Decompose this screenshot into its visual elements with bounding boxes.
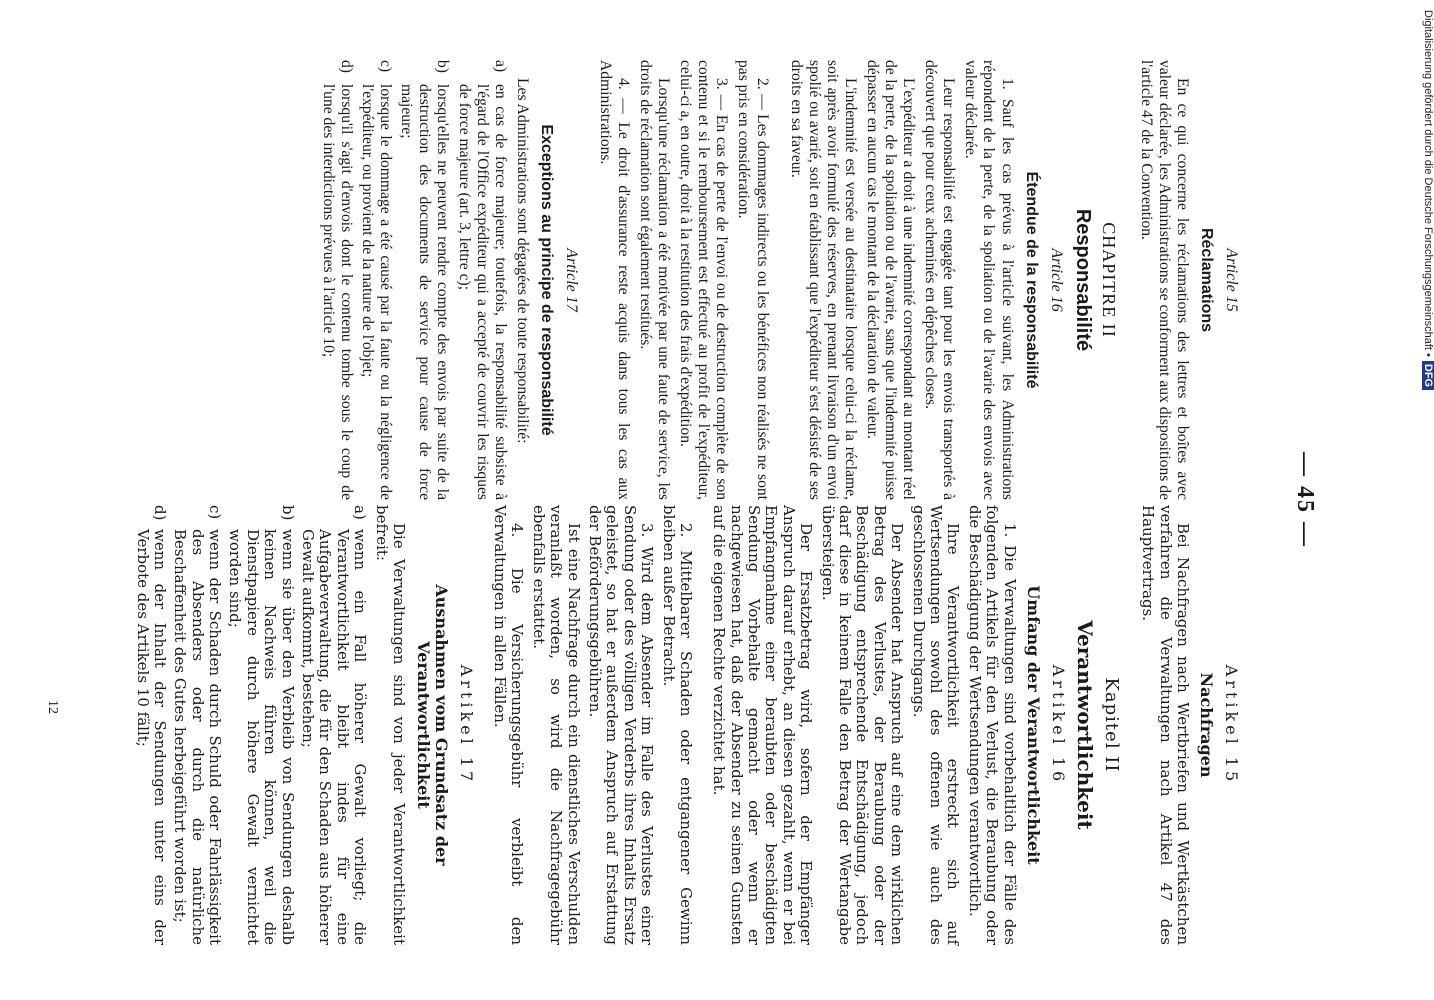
item-text: wenn der Schaden durch Schuld oder Fahrlässigkeit des Absenders oder durch die natürliche Beschaffenheit des Gutes herbeigeführt worden ist;: [171, 529, 225, 945]
artikel-16-heading: Artikel 16: [1048, 664, 1068, 786]
paragraph: Leur responsabilité est engagée tant pour les envois transportés à découvert que pour ceux acheminés en dépêches closes.: [922, 60, 958, 500]
paragraph: 1. Sauf les cas prévus à l'article suivant, les Administrations répondent de la perte, de la spoliation ou de l'avarie des envois avec valeur déclarée.: [962, 60, 1016, 500]
french-column: [316, 60, 1240, 500]
paragraph: Lorsqu'une réclamation a été motivée par une faute de service, les droits de réclamation sont également restitués.: [637, 60, 673, 500]
artikel-17-subtitle: Ausnahmen vom Grundsatz der Verantwortlichkeit: [413, 584, 452, 866]
page-footer-number: 12: [45, 700, 60, 714]
item-key: d): [338, 60, 356, 73]
paragraph: Der Absender hat Anspruch auf eine dem wirklichen Betrag des Verlustes, der Beraubung oder der Beschädigung entsprechende Entschädigung, jedoch darf diese in keinem Falle den Betrag der Wertangabe übersteigen.: [818, 505, 907, 945]
article-17-subtitle: Exceptions au principe de responsabilité: [538, 124, 556, 436]
dfg-logo: DFG: [1422, 361, 1434, 390]
list-item: [358, 60, 394, 500]
paragraph: Der Ersatzbetrag wird, sofern der Empfänger Anspruch darauf erhebt, an diesen gezahlt, wenn er bei Empfangnahme einer beraubten oder beschädigten Sendung Vorbehalte gemacht oder wenn er nachgewiesen hat, daß der Absender zu seinen Gunsten auf die eigenen Rechte verzichtet hat.: [710, 505, 816, 945]
paragraph: 3. Wird dem Absender im Falle des Verlustes einer Sendung oder des völligen Verderbs ihres Inhalts Ersatz geleistet, so hat er außerdem Anspruch auf Erstattung der Beförderungsgebühren.: [585, 505, 657, 945]
article-15-subtitle: Réclamations: [1198, 227, 1216, 333]
paragraph: 2. — Les dommages indirects ou les bénéfices non réalisés ne sont pas pris en considération.: [735, 60, 771, 500]
list-item: [454, 60, 508, 500]
article-16-heading: Article 16: [1047, 248, 1065, 312]
exceptions-list: [319, 60, 509, 500]
paragraph: L'expéditeur a droit à une indemnité correspondant au montant réel de la perte, de la spoliation ou de l'avarie, sans que l'indemnité puisse dépasser en aucun cas le montant de la déclaration de valeur.: [863, 60, 918, 500]
item-text: wenn der Inhalt der Sendungen unter eins der Verbote des Artikels 10 fällt;: [133, 529, 169, 945]
article-17-heading: Article 17: [562, 248, 580, 312]
chapter-title: Responsabilité: [1071, 208, 1094, 352]
digitization-credit: [1422, 10, 1434, 390]
item-key: a): [351, 505, 370, 520]
artikel-15-heading: Artikel 15: [1222, 664, 1241, 786]
paragraph: Les Administrations sont dégagées de toute responsabilité:: [513, 78, 531, 444]
item-key: b): [434, 60, 452, 73]
artikel-15-text: Bei Nachfragen nach Wertbriefen und Wertkästchen verfahren die Verwaltungen nach Artikel 47 des Hauptvertrags.: [1139, 505, 1192, 945]
paragraph: L'indemnité est versée au destinataire lorsque celui-ci la réclame, soit après avoir formulé des réserves, en prenant livraison d'un envoi spolié ou avarié, soit en établissant que l'expéditeur s'est désisté de ses droits en sa faveur.: [787, 60, 859, 500]
article-15-heading: Article 15: [1223, 248, 1240, 312]
page-number: — 45 —: [1292, 452, 1318, 548]
item-key: b): [278, 505, 297, 521]
chapter-label: CHAPITRE II: [1098, 222, 1119, 338]
paragraph: 1. Die Verwaltungen sind vorbehaltlich der Fälle des folgenden Artikels für den Verlust, die Beraubung oder die Beschädigung der Wertsendungen verantwortlich.: [965, 505, 1019, 945]
paragraph: Ihre Verantwortlichkeit erstreckt sich auf Wertsendungen sowohl des offenen wie auch des geschlossenen Durchgangs.: [909, 505, 963, 945]
paragraph: Ist eine Nachfrage durch ein dienstliches Verschulden veranlaßt worden, so wird die Nachfragegebühr ebenfalls erstattet.: [529, 505, 583, 945]
list-item: [299, 505, 369, 945]
item-key: a): [491, 60, 509, 73]
list-item: [319, 60, 355, 500]
list-item: [171, 505, 223, 945]
paragraph: 3. — En cas de perte de l'envoi ou de destruction complète de son contenu et si le remboursement est effectué au profit de l'expéditeur, celui-ci a, en outre, droit à la restitution des frais d'expédition.: [677, 60, 731, 500]
paragraph: 2. Mittelbarer Schaden oder entgangener Gewinn bleiben außer Betracht.: [659, 505, 695, 945]
paragraph: 4. Die Versicherungsgebühr verbleibt den Verwaltungen in allen Fällen.: [491, 505, 527, 945]
artikel-17-heading: Artikel 17: [456, 664, 476, 786]
article-15-text: En ce qui concerne les réclamations des lettres et boîtes avec valeur déclarée, les Administrations se conforment aux dispositions de l'article 47 de la Convention.: [1137, 60, 1191, 500]
item-text: wenn ein Fall höherer Gewalt vorliegt; die Verantwortlichkeit bleibt indes für eine Aufgabeverwaltung, die für den Schaden aus höherer Gewalt aufkommt, bestehen;: [299, 529, 370, 945]
kapitel-title: Verantwortlichkeit: [1072, 620, 1097, 830]
list-item: [133, 505, 168, 945]
artikel-16-subtitle: Umfang der Verantwortlichkeit: [1024, 585, 1044, 865]
item-text: lorsqu'elles ne peuvent rendre compte des envois par suite de la destruction des documents de service pour cause de force majeure;: [398, 84, 452, 500]
item-text: lorsque le dommage a été causé par la faute ou la négligence de l'expéditeur, ou provient de la nature de l'objet;: [359, 84, 395, 500]
list-item: [397, 60, 451, 500]
item-text: en cas de force majeure; toutefois, la responsabilité subsiste à l'égard de l'Office expéditeur qui a accepté de couvrir les risques de force majeure (art. 3, lettre c);: [455, 84, 509, 500]
item-key: c): [206, 505, 225, 520]
item-key: c): [377, 60, 395, 73]
item-key: d): [150, 505, 169, 521]
item-text: wenn sie über den Verbleib von Sendungen deshalb keinen Nachweis führen können, weil die Dienstpapiere durch höhere Gewalt vernichtet worden sind;: [226, 529, 297, 945]
item-text: lorsqu'il s'agit d'envois dont le contenu tombe sous le coup de l'une des interdictions prévues à l'article 10;: [320, 84, 356, 500]
german-column: [130, 505, 1240, 945]
list-item: [226, 505, 296, 945]
credit-text: Digitalisierung gefördert durch die Deutsche Forschungsgemeinschaft •: [1422, 10, 1434, 357]
kapitel-label: Kapitel II: [1100, 677, 1122, 773]
paragraph: 4. — Le droit d'assurance reste acquis dans tous les cas aux Administrations.: [596, 60, 633, 500]
ausnahmen-list: [133, 505, 368, 945]
paragraph: Die Verwaltungen sind von jeder Verantwortlichkeit befreit:: [372, 505, 408, 945]
article-16-subtitle: Étendue de la responsabilité: [1023, 171, 1041, 389]
artikel-15-subtitle: Nachfragen: [1197, 672, 1217, 778]
